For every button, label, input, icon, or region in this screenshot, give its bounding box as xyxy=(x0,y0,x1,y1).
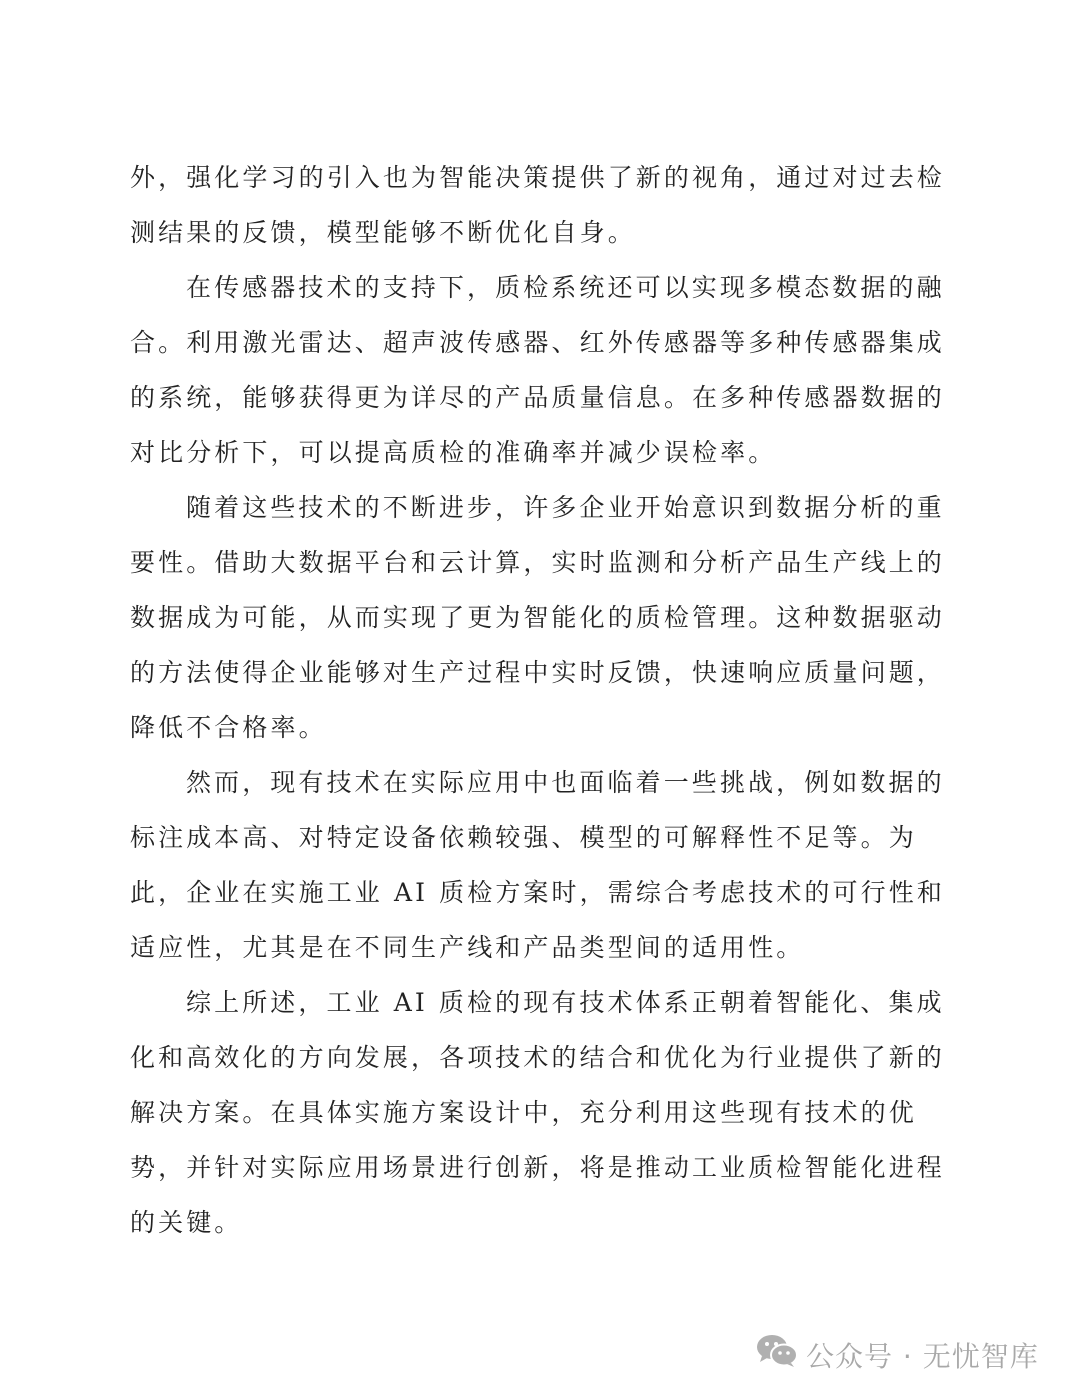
watermark-text: 公众号 · 无忧智库 xyxy=(806,1339,1039,1373)
text-line: 合。利用激光雷达、超声波传感器、红外传感器等多种传感器集成 xyxy=(130,328,945,357)
text-line: 外，强化学习的引入也为智能决策提供了新的视角，通过对过去检 xyxy=(130,163,945,192)
text-line: 在传感器技术的支持下，质检系统还可以实现多模态数据的融 xyxy=(186,273,945,302)
paragraph xyxy=(130,975,960,1250)
text-line: 对比分析下，可以提高质检的准确率并减少误检率。 xyxy=(130,438,777,467)
text-line: 化和高效化的方向发展，各项技术的结合和优化为行业提供了新的 xyxy=(130,1043,945,1072)
text-line: 测结果的反馈，模型能够不断优化自身。 xyxy=(130,218,636,247)
paragraph xyxy=(130,480,960,755)
text-line: 适应性，尤其是在不同生产线和产品类型间的适用性。 xyxy=(130,933,805,962)
wechat-icon xyxy=(756,1334,798,1375)
text-line: 的系统，能够获得更为详尽的产品质量信息。在多种传感器数据的 xyxy=(130,383,945,412)
paragraph xyxy=(130,150,960,260)
text-line: 降低不合格率。 xyxy=(130,713,327,742)
text-line: 综上所述，工业 AI 质检的现有技术体系正朝着智能化、集成 xyxy=(186,988,945,1017)
text-line: 随着这些技术的不断进步，许多企业开始意识到数据分析的重 xyxy=(186,493,945,522)
text-line: 标注成本高、对特定设备依赖较强、模型的可解释性不足等。为 xyxy=(130,823,917,852)
document-body xyxy=(130,150,960,1250)
text-line: 解决方案。在具体实施方案设计中，充分利用这些现有技术的优 xyxy=(130,1098,917,1127)
text-line: 然而，现有技术在实际应用中也面临着一些挑战，例如数据的 xyxy=(186,768,945,797)
text-line: 数据成为可能，从而实现了更为智能化的质检管理。这种数据驱动 xyxy=(130,603,945,632)
text-line: 的方法使得企业能够对生产过程中实时反馈，快速响应质量问题， xyxy=(130,658,945,687)
text-line: 要性。借助大数据平台和云计算，实时监测和分析产品生产线上的 xyxy=(130,548,945,577)
paragraph xyxy=(130,755,960,975)
text-line: 此，企业在实施工业 AI 质检方案时，需综合考虑技术的可行性和 xyxy=(130,878,945,907)
watermark xyxy=(756,1334,1039,1375)
text-line: 的关键。 xyxy=(130,1208,243,1237)
paragraph xyxy=(130,260,960,480)
text-line: 势，并针对实际应用场景进行创新，将是推动工业质检智能化进程 xyxy=(130,1153,945,1182)
